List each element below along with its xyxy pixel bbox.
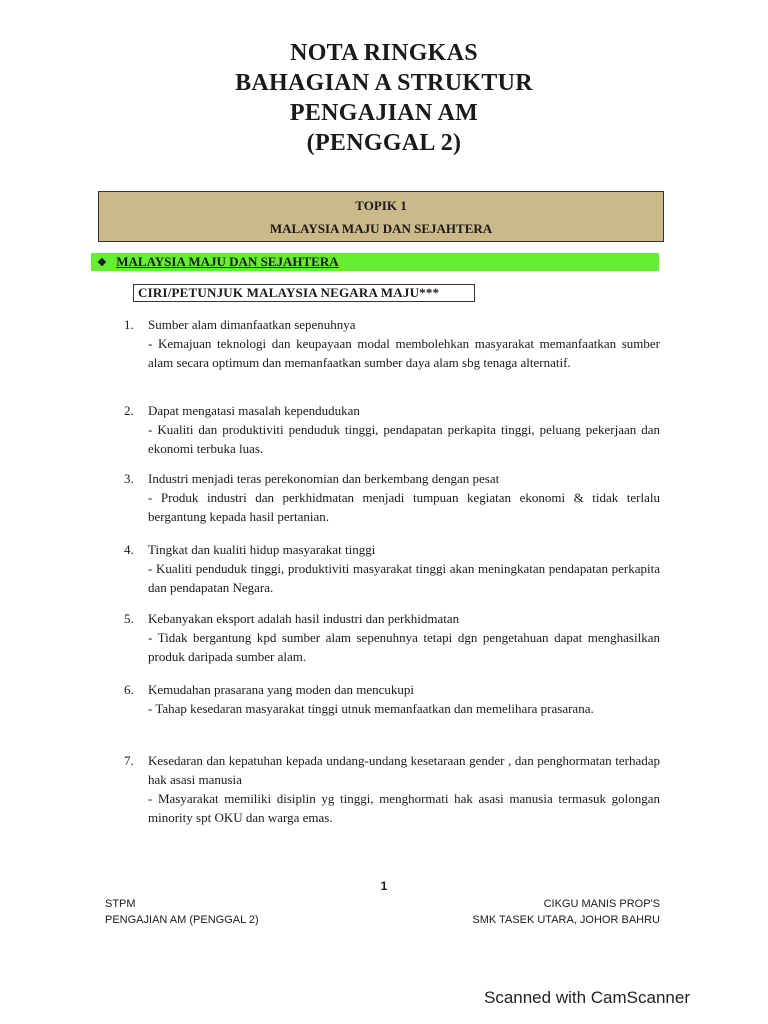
list-item bbox=[124, 401, 660, 458]
title-line-1: NOTA RINGKAS bbox=[290, 40, 478, 66]
document-title bbox=[0, 38, 768, 158]
item-point: Kesedaran dan kepatuhan kepada undang-undang kesetaraan gender , dan penghormatan terhadap hak asasi manusia bbox=[148, 753, 660, 787]
item-number: 1. bbox=[124, 317, 134, 332]
item-point: Kemudahan prasarana yang moden dan mencukupi bbox=[148, 682, 415, 697]
item-point: Industri menjadi teras perekonomian dan berkembang dengan pesat bbox=[148, 471, 500, 486]
item-number: 3. bbox=[124, 471, 134, 486]
item-detail: - Tidak bergantung kpd sumber alam sepenuhnya tetapi dgn pengetahuan dapat menghasilkan produk daripada sumber alam. bbox=[148, 630, 660, 664]
footer-right-line-2: SMK TASEK UTARA, JOHOR BAHRU bbox=[472, 914, 660, 926]
topic-box bbox=[98, 191, 664, 242]
title-line-4: (PENGGAL 2) bbox=[306, 130, 462, 156]
subheading-box: CIRI/PETUNJUK MALAYSIA NEGARA MAJU*** bbox=[133, 284, 475, 302]
list-item bbox=[124, 315, 660, 372]
item-point: Tingkat dan kualiti hidup masyarakat tinggi bbox=[148, 542, 376, 557]
item-point: Dapat mengatasi masalah kependudukan bbox=[148, 403, 360, 418]
item-detail: - Tahap kesedaran masyarakat tinggi utnuk memanfaatkan dan memelihara prasarana. bbox=[148, 701, 594, 716]
topic-label: TOPIK 1 bbox=[355, 198, 407, 213]
item-detail: - Produk industri dan perkhidmatan menjadi tumpuan kegiatan ekonomi & tidak terlalu bergantung kepada hasil pertanian. bbox=[148, 490, 660, 524]
list-item bbox=[124, 609, 660, 666]
section-heading: MALAYSIA MAJU DAN SEJAHTERA bbox=[116, 254, 339, 269]
list-item bbox=[124, 680, 660, 718]
footer-right-line-1: CIKGU MANIS PROP'S bbox=[543, 898, 660, 910]
item-detail: - Masyarakat memiliki disiplin yg tinggi, menghormati hak asasi manusia termasuk golongan minority spt OKU dan warga emas. bbox=[148, 791, 660, 825]
diamond-bullet-icon: ❖ bbox=[97, 257, 107, 269]
footer-left-line-2: PENGAJIAN AM (PENGGAL 2) bbox=[105, 914, 259, 926]
item-number: 7. bbox=[124, 753, 134, 768]
camscanner-watermark: Scanned with CamScanner bbox=[483, 988, 690, 1007]
item-number: 2. bbox=[124, 403, 134, 418]
list-item bbox=[124, 751, 660, 827]
list-item bbox=[124, 469, 660, 526]
topic-title: MALAYSIA MAJU DAN SEJAHTERA bbox=[269, 221, 493, 236]
item-number: 6. bbox=[124, 682, 134, 697]
list-item bbox=[124, 540, 660, 597]
title-line-2: BAHAGIAN A STRUKTUR bbox=[235, 70, 533, 96]
footer-right bbox=[472, 896, 660, 928]
item-detail: - Kualiti dan produktiviti penduduk tinggi, pendapatan perkapita tinggi, peluang pekerjaan dan ekonomi terbuka luas. bbox=[148, 422, 660, 456]
section-heading-bar bbox=[91, 253, 659, 271]
item-number: 5. bbox=[124, 611, 134, 626]
item-number: 4. bbox=[124, 542, 134, 557]
item-point: Sumber alam dimanfaatkan sepenuhnya bbox=[148, 317, 356, 332]
title-line-3: PENGAJIAN AM bbox=[289, 100, 479, 126]
footer-left bbox=[105, 896, 259, 928]
item-point: Kebanyakan eksport adalah hasil industri dan perkhidmatan bbox=[148, 611, 460, 626]
page-number: 1 bbox=[380, 879, 388, 893]
footer-left-line-1: STPM bbox=[105, 898, 136, 910]
item-detail: - Kemajuan teknologi dan keupayaan modal membolehkan masyarakat memanfaatkan sumber alam secara optimum dan memanfaatkan sumber daya alam sbg tenaga alternatif. bbox=[148, 336, 660, 370]
item-detail: - Kualiti penduduk tinggi, produktiviti masyarakat tinggi akan meningkatan pendapatan perkapita dan pendapatan Negara. bbox=[148, 561, 660, 595]
